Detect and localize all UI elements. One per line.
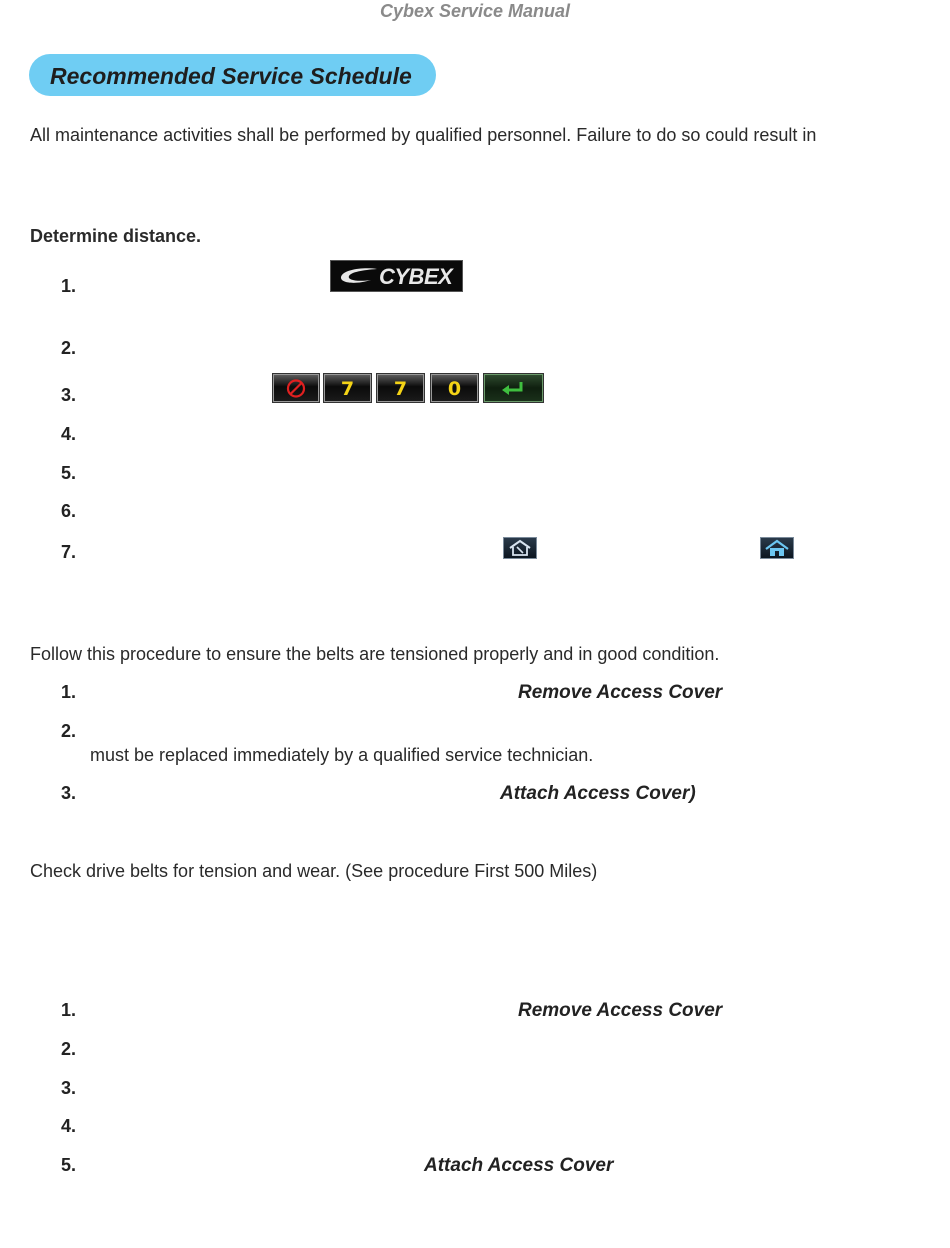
enter-key-icon [485, 375, 542, 401]
digit-key-label: 7 [340, 378, 355, 400]
digit-key[interactable] [324, 374, 371, 402]
step-number: 2. [61, 338, 77, 358]
check-belts-paragraph: Check drive belts for tension and wear. (See procedure First 500 Miles) [30, 861, 598, 881]
attach-access-cover-ref[interactable]: Attach Access Cover [424, 1155, 614, 1176]
step-number: 3. [61, 783, 77, 803]
digit-key-label: 0 [447, 378, 462, 400]
step-number: 2. [61, 721, 77, 741]
section-title-pill [29, 54, 436, 96]
digit-key[interactable] [431, 374, 478, 402]
step-number: 4. [61, 1116, 77, 1136]
cancel-key[interactable] [273, 374, 319, 402]
step-number: 1. [61, 682, 77, 702]
step-number: 5. [61, 1155, 77, 1175]
home-icon [761, 538, 793, 558]
step-number: 4. [61, 424, 77, 444]
attach-access-cover-ref[interactable]: Attach Access Cover) [500, 783, 696, 804]
intro-paragraph: All maintenance activities shall be performed by qualified personnel. Failure to do so could result in [30, 125, 817, 145]
cybex-logo-text: CYBEX [379, 264, 453, 289]
home-button[interactable] [760, 537, 794, 559]
enter-key[interactable] [484, 374, 543, 402]
back-home-icon [504, 538, 536, 558]
remove-access-cover-ref[interactable]: Remove Access Cover [518, 1000, 723, 1021]
section-title: Recommended Service Schedule [50, 63, 412, 89]
step-continuation: must be replaced immediately by a qualified service technician. [90, 745, 594, 765]
step-number: 5. [61, 463, 77, 483]
digit-key[interactable] [377, 374, 424, 402]
remove-access-cover-ref[interactable]: Remove Access Cover [518, 682, 723, 703]
step-number: 7. [61, 542, 77, 562]
digit-key-label: 7 [393, 378, 408, 400]
belts-intro: Follow this procedure to ensure the belts are tensioned properly and in good condition. [30, 644, 720, 664]
cybex-logo [330, 260, 463, 292]
step-number: 2. [61, 1039, 77, 1059]
cybex-swoosh-icon [337, 266, 381, 288]
step-number: 6. [61, 501, 77, 521]
cancel-key-icon [274, 375, 318, 401]
step-number: 1. [61, 1000, 77, 1020]
running-header: Cybex Service Manual [379, 1, 571, 21]
step-number: 3. [61, 385, 77, 405]
back-home-button[interactable] [503, 537, 537, 559]
step-number: 1. [61, 276, 77, 296]
step-number: 3. [61, 1078, 77, 1098]
distance-heading: Determine distance. [30, 226, 202, 246]
